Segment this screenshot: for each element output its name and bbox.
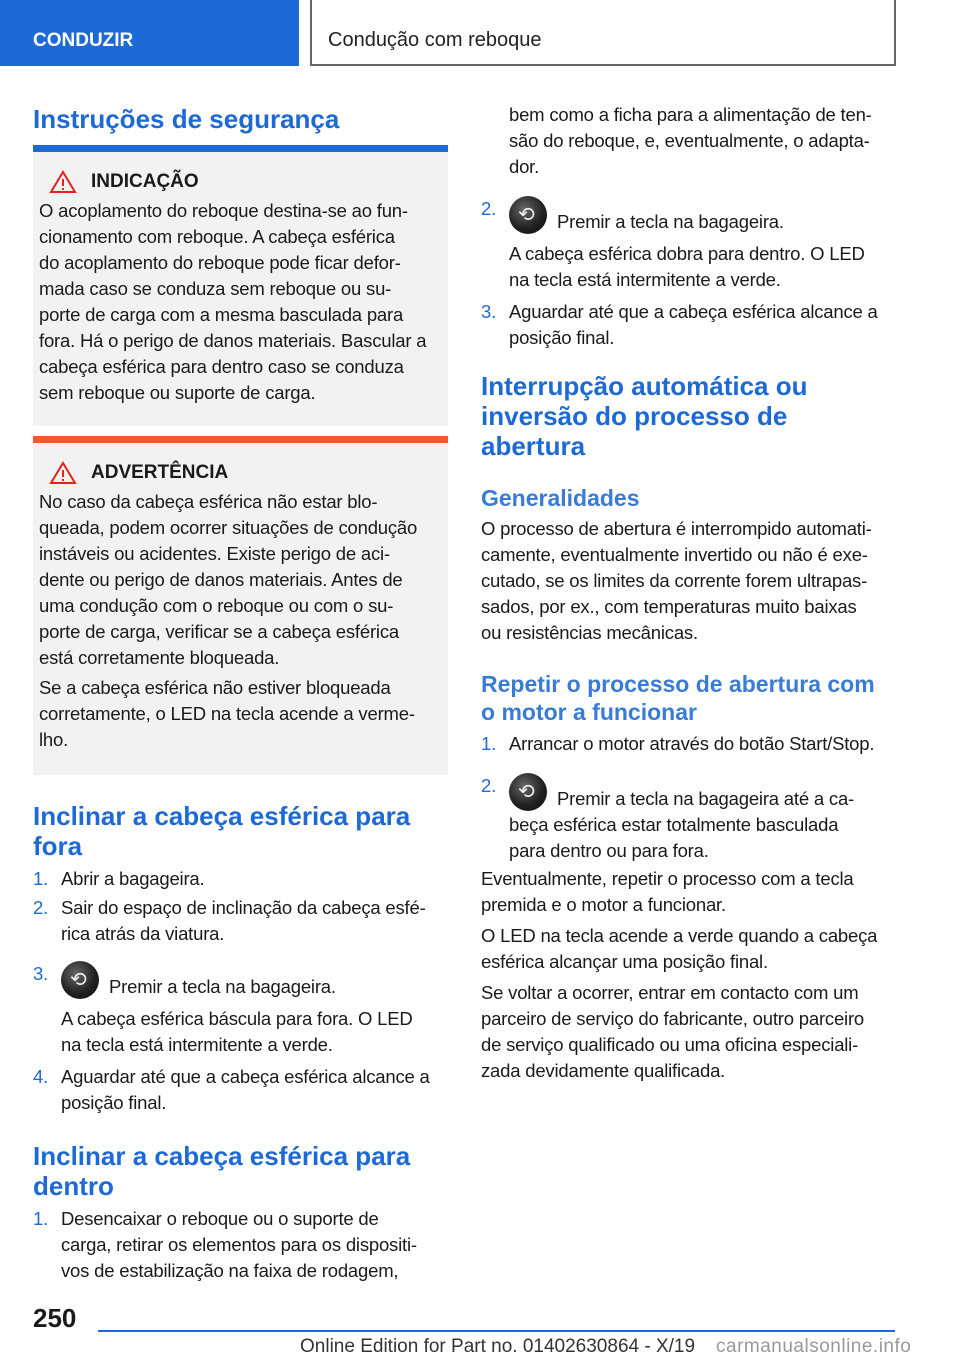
notice-indication [33, 145, 448, 426]
ball-head-button-icon [509, 196, 547, 234]
list-item: 3. Aguardar até que a cabeça esférica alcance a posição final. [481, 301, 878, 348]
edition-note: Online Edition for Part no. 01402630864 - X/19 [300, 1336, 696, 1357]
list-item: 1. Arrancar o motor através do botão Start/Stop. [481, 733, 875, 754]
section-tab: CONDUZIR [0, 0, 299, 66]
warning-label: ADVERTÊNCIA [91, 462, 229, 483]
list-item: 3. ⟲Premir a tecla na bagageira. A cabeça esférica báscula para fora. O LED na tecla está intermitente a verde. [33, 961, 448, 1058]
page-number: 250 [33, 1303, 77, 1333]
warning-text-2: Se a cabeça esférica não estiver bloqueada corretamente, o LED na tecla acende a verme- lho. [39, 677, 415, 750]
list-item: 1. Abrir a bagageira. [33, 868, 205, 889]
heading-tilt-out: Inclinar a cabeça esférica para fora [33, 801, 411, 861]
steps-tilt-out [33, 866, 448, 1116]
heading-auto-interrupt: Interrupção automática ou inversão do processo de abertura [481, 371, 808, 461]
footer-divider [98, 1330, 895, 1332]
paragraph-led: O LED na tecla acende a verde quando a cabeça esférica alcançar uma posição final. [481, 925, 878, 972]
steps-tilt-in-continued [481, 102, 896, 351]
list-item-continuation: bem como a ficha para a alimentação de ten- são do reboque, e, eventualmente, o adapta- dor. [509, 104, 872, 177]
heading-tilt-in: Inclinar a cabeça esférica para dentro [33, 1141, 411, 1201]
notice-text: O acoplamento do reboque destina-se ao fun- cionamento com reboque. A cabeça esférica do acoplamento do reboque pode ficar defor- mada caso se conduza sem reboque ou su- porte de carga com a mesma basculada para fora. Há o perigo de danos materiais. Bascular a cabeça esférica para dentro caso se conduza sem reboque ou suporte de carga. [39, 200, 427, 403]
general-text: O processo de abertura é interrompido automati- camente, eventualmente invertido ou não é exe- cutado, se os limites da corrente forem ultrapas- sados, por ex., com temperaturas muito baixas ou resistências mecânicas. [481, 518, 872, 643]
notice-bar [33, 145, 448, 152]
warning-text-1: No caso da cabeça esférica não estar blo- queada, podem ocorrer situações de condução instáveis ou acidentes. Existe perigo de aci- dente ou perigo de danos materiais. Antes de uma condução com o reboque ou com o su- porte de carga, verificar se a cabeça esférica está corretamente bloqueada. [39, 491, 418, 668]
ball-head-button-icon [509, 773, 547, 811]
steps-tilt-in [33, 1206, 448, 1284]
list-item: 2. Sair do espaço de inclinação da cabeça esfé- rica atrás da viatura. [33, 897, 426, 944]
notice-label: INDICAÇÃO [91, 171, 199, 192]
warning-triangle-icon [49, 170, 77, 194]
heading-safety: Instruções de segurança [33, 104, 340, 134]
steps-repeat [481, 731, 901, 864]
heading-generalities: Generalidades [481, 485, 640, 511]
warning-bar [33, 436, 448, 443]
watermark: carmanualsonline.info [716, 1336, 912, 1357]
heading-repeat-process: Repetir o processo de abertura com o motor a funcionar [481, 671, 875, 725]
list-item: 4. Aguardar até que a cabeça esférica alcance a posição final. [33, 1066, 430, 1113]
list-item: 2. ⟲Premir a tecla na bagageira. A cabeça esférica dobra para dentro. O LED na tecla está intermitente a verde. [481, 196, 896, 293]
paragraph-contact: Se voltar a ocorrer, entrar em contacto com um parceiro de serviço do fabricante, outro parceiro de serviço qualificado ou uma oficina especiali- zada devidamente qualificada. [481, 982, 865, 1081]
list-item: 2. ⟲Premir a tecla na bagageira até a ca- beça esférica estar totalmente basculada para dentro ou para fora. [481, 773, 901, 864]
warning-triangle-icon [49, 461, 77, 485]
notice-warning [33, 436, 448, 775]
list-item: 1. Desencaixar o reboque ou o suporte de carga, retirar os elementos para os dispositi- vos de estabilização na faixa de rodagem, [33, 1208, 417, 1281]
paragraph-eventual: Eventualmente, repetir o processo com a tecla premida e o motor a funcionar. [481, 868, 854, 915]
ball-head-button-icon [61, 961, 99, 999]
chapter-title: Condução com reboque [310, 0, 896, 66]
